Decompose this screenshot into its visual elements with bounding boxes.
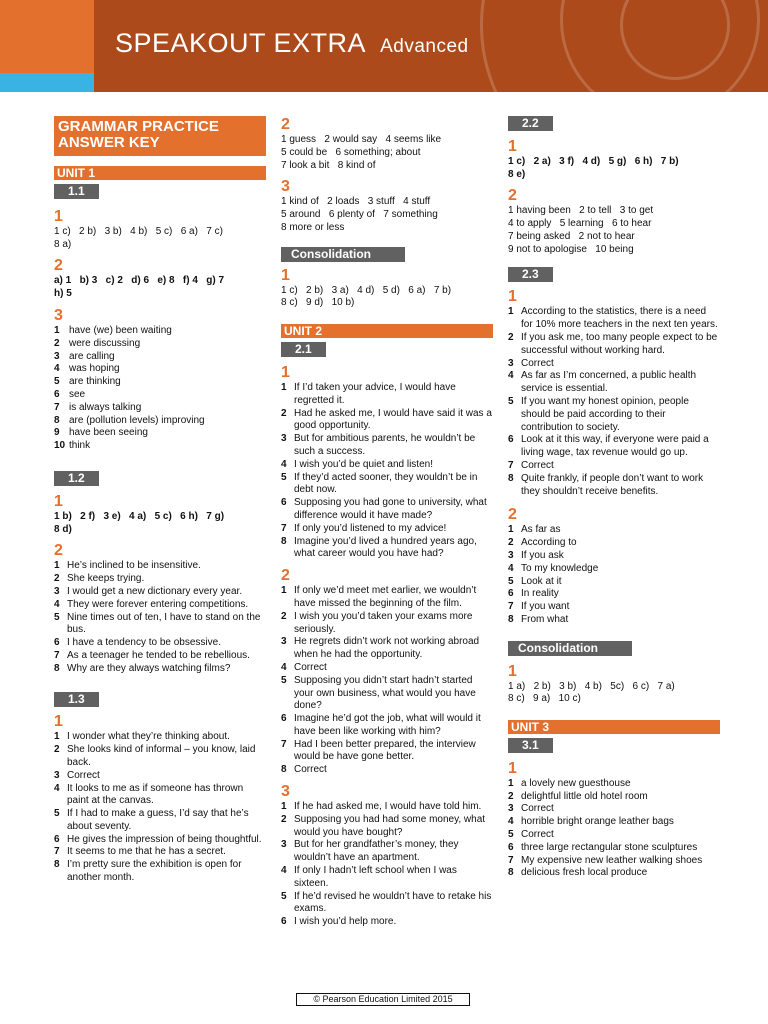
item-text: delightful little old hotel room bbox=[521, 790, 648, 802]
item-number: 7 bbox=[54, 401, 60, 413]
item-number: 8 bbox=[508, 613, 514, 625]
section-1-2-heading: 1.2 bbox=[54, 471, 99, 486]
exercise-number: 1 bbox=[281, 363, 290, 381]
item-text: If he had asked me, I would have told him. bbox=[294, 801, 482, 813]
list-item bbox=[54, 770, 266, 783]
item-text: is always talking bbox=[69, 401, 142, 413]
list-item bbox=[281, 497, 493, 523]
header-subtitle: Advanced bbox=[380, 36, 469, 57]
unit-1-heading: UNIT 1 bbox=[54, 166, 266, 180]
item-number: 6 bbox=[281, 916, 287, 928]
exercise-number: 1 bbox=[508, 662, 517, 680]
list-item bbox=[54, 573, 266, 586]
item-number: 4 bbox=[281, 458, 287, 470]
item-number: 5 bbox=[281, 890, 287, 902]
item-number: 6 bbox=[281, 497, 287, 509]
item-number: 4 bbox=[54, 598, 60, 610]
item-number: 7 bbox=[281, 522, 287, 534]
list-item bbox=[54, 560, 266, 573]
section-1-3-heading: 1.3 bbox=[54, 692, 99, 707]
unit-2-heading: UNIT 2 bbox=[281, 324, 493, 338]
section-3-1-heading: 3.1 bbox=[508, 738, 553, 753]
exercise-number: 1 bbox=[508, 759, 517, 777]
list-item bbox=[281, 675, 493, 713]
list-item bbox=[508, 460, 720, 473]
item-text: If you ask me, too many people expect to be successful without working hard. bbox=[521, 331, 718, 356]
item-text: He gives the impression of being thoughtful. bbox=[67, 833, 262, 845]
answer-line: 5 could be 6 something; about bbox=[281, 146, 421, 158]
answer-line: 1 kind of 2 loads 3 stuff 4 stuff bbox=[281, 196, 431, 208]
list-item bbox=[281, 891, 493, 917]
list-item bbox=[54, 427, 266, 440]
list-item bbox=[281, 636, 493, 662]
item-text: To my knowledge bbox=[521, 562, 599, 574]
item-text: If only you’d listened to my advice! bbox=[294, 522, 447, 534]
item-text: It looks to me as if someone has thrown paint at the canvas. bbox=[67, 782, 244, 807]
exercise-number: 1 bbox=[54, 492, 63, 510]
item-number: 7 bbox=[54, 649, 60, 661]
list-item bbox=[281, 433, 493, 459]
item-text: He regrets didn’t work not working abroad when he had the opportunity. bbox=[294, 636, 480, 661]
list-item bbox=[54, 389, 266, 402]
item-text: It seems to me that he has a secret. bbox=[67, 846, 226, 858]
item-number: 5 bbox=[54, 808, 60, 820]
item-text: If you want bbox=[521, 601, 570, 613]
item-number: 3 bbox=[54, 585, 60, 597]
item-text: She keeps trying. bbox=[67, 573, 145, 585]
page-header bbox=[0, 0, 768, 92]
item-number: 7 bbox=[54, 846, 60, 858]
list-item bbox=[508, 434, 720, 460]
item-text: If you ask bbox=[521, 549, 564, 561]
list-item bbox=[54, 402, 266, 415]
item-number: 6 bbox=[54, 833, 60, 845]
item-number: 1 bbox=[281, 801, 287, 813]
item-number: 2 bbox=[508, 790, 514, 802]
list-item bbox=[281, 523, 493, 536]
list-item bbox=[281, 839, 493, 865]
item-number: 1 bbox=[54, 560, 60, 572]
column-3 bbox=[508, 116, 720, 880]
item-number: 3 bbox=[508, 357, 514, 369]
answer-line: 7 look a bit 8 kind of bbox=[281, 159, 376, 171]
list-item bbox=[508, 778, 720, 791]
answer-line: 1 guess 2 would say 4 seems like bbox=[281, 134, 442, 145]
column-2 bbox=[281, 116, 493, 929]
item-text: Correct bbox=[521, 829, 554, 841]
list-item bbox=[508, 601, 720, 614]
answer-line: 1 b) 2 f) 3 e) 4 a) 5 c) 6 h) 7 g) bbox=[54, 510, 225, 522]
item-text: a lovely new guesthouse bbox=[521, 777, 631, 789]
answer-list bbox=[281, 585, 493, 777]
item-number: 2 bbox=[281, 407, 287, 419]
header-blue-strip bbox=[0, 73, 94, 92]
item-text: As a teenager he tended to be rebellious. bbox=[67, 649, 250, 661]
exercise-number: 1 bbox=[281, 266, 290, 284]
item-number: 2 bbox=[54, 573, 60, 585]
item-text: Look at it bbox=[521, 575, 562, 587]
item-number: 4 bbox=[508, 370, 514, 382]
item-number: 8 bbox=[508, 867, 514, 879]
item-number: 8 bbox=[281, 764, 287, 776]
answer-line: 5 around 6 plenty of 7 something bbox=[281, 209, 438, 221]
copyright-footer: © Pearson Education Limited 2015 bbox=[296, 993, 470, 1006]
item-text: are thinking bbox=[69, 376, 121, 388]
answer-list bbox=[54, 731, 266, 885]
answer-line: a) 1 b) 3 c) 2 d) 6 e) 8 f) 4 g) 7 bbox=[54, 275, 225, 287]
item-text: According to bbox=[521, 537, 577, 549]
item-text: see bbox=[69, 388, 86, 400]
list-item bbox=[54, 637, 266, 650]
list-item bbox=[54, 599, 266, 612]
exercise-number: 1 bbox=[54, 713, 63, 731]
list-item bbox=[508, 563, 720, 576]
list-item bbox=[54, 846, 266, 859]
item-number: 2 bbox=[508, 537, 514, 549]
section-2-3-heading: 2.3 bbox=[508, 267, 553, 282]
item-text: have (we) been waiting bbox=[69, 324, 172, 336]
item-number: 5 bbox=[54, 376, 60, 388]
item-text: Had I been better prepared, the interview would be have gone better. bbox=[294, 738, 476, 763]
item-number: 3 bbox=[281, 433, 287, 445]
item-text: In reality bbox=[521, 588, 559, 600]
list-item bbox=[281, 536, 493, 562]
item-text: I wish you’d help more. bbox=[294, 916, 397, 928]
list-item bbox=[281, 916, 493, 929]
item-number: 10 bbox=[54, 440, 66, 452]
list-item bbox=[281, 408, 493, 434]
item-number: 6 bbox=[54, 637, 60, 649]
answer-list bbox=[281, 801, 493, 929]
item-text: Had he asked me, I would have said it was a good opportunity. bbox=[294, 407, 492, 432]
item-number: 4 bbox=[281, 865, 287, 877]
header-title: SPEAKOUT EXTRA Advanced bbox=[115, 28, 469, 58]
item-text: If they’d acted sooner, they wouldn’t be in debt now. bbox=[294, 471, 478, 496]
item-text: Correct bbox=[294, 764, 327, 776]
item-number: 5 bbox=[54, 611, 60, 623]
item-text: horrible bright orange leather bags bbox=[521, 816, 674, 828]
item-text: Correct bbox=[521, 803, 554, 815]
item-number: 8 bbox=[281, 535, 287, 547]
answer-list bbox=[508, 778, 720, 880]
item-text: Correct bbox=[294, 661, 327, 673]
item-number: 5 bbox=[281, 674, 287, 686]
item-text: If I’d taken your advice, I would have regretted it. bbox=[294, 381, 456, 406]
header-orange-block bbox=[0, 0, 94, 73]
list-item bbox=[54, 325, 266, 338]
exercise-number: 3 bbox=[281, 178, 290, 196]
list-item bbox=[508, 829, 720, 842]
item-number: 3 bbox=[54, 769, 60, 781]
item-text: Imagine he’d got the job, what will would it have been like working with him? bbox=[294, 713, 481, 737]
list-item bbox=[54, 783, 266, 809]
item-text: are (pollution levels) improving bbox=[69, 414, 205, 426]
section-1-1-heading: 1.1 bbox=[54, 184, 99, 199]
item-number: 5 bbox=[281, 471, 287, 483]
item-number: 6 bbox=[281, 713, 287, 725]
list-item bbox=[54, 612, 266, 638]
item-number: 2 bbox=[54, 337, 60, 349]
answer-line: 7 being asked 2 not to hear bbox=[508, 230, 635, 242]
item-text: Correct bbox=[67, 769, 100, 781]
list-item bbox=[508, 524, 720, 537]
item-text: Imagine you’d lived a hundred years ago, what career would you have had? bbox=[294, 535, 477, 560]
item-number: 6 bbox=[508, 841, 514, 853]
item-number: 2 bbox=[54, 744, 60, 756]
item-number: 7 bbox=[508, 601, 514, 613]
item-text: I wonder what they’re thinking about. bbox=[67, 731, 230, 743]
answer-line: 1 c) 2 a) 3 f) 4 d) 5 g) 6 h) 7 b) bbox=[508, 155, 679, 167]
list-item bbox=[54, 650, 266, 663]
item-text: were discussing bbox=[69, 337, 141, 349]
list-item bbox=[508, 396, 720, 434]
list-item bbox=[508, 306, 720, 332]
list-item bbox=[281, 382, 493, 408]
item-text: But for ambitious parents, he wouldn’t be such a success. bbox=[294, 433, 476, 457]
answer-line: 1 c) 2 b) 3 b) 4 b) 5 c) 6 a) 7 c) bbox=[54, 225, 223, 237]
item-text: I wish you you’d taken your exams more seriously. bbox=[294, 610, 473, 635]
list-item bbox=[281, 801, 493, 814]
list-item bbox=[54, 731, 266, 744]
item-text: I have a tendency to be obsessive. bbox=[67, 637, 221, 649]
list-item bbox=[54, 808, 266, 834]
list-item bbox=[508, 588, 720, 601]
item-text: As far as bbox=[521, 524, 561, 536]
answer-line: 1 having been 2 to tell 3 to get bbox=[508, 205, 654, 217]
item-text: think bbox=[69, 440, 91, 452]
item-text: Correct bbox=[521, 357, 554, 369]
list-item bbox=[54, 586, 266, 599]
item-number: 2 bbox=[281, 610, 287, 622]
list-item bbox=[508, 576, 720, 589]
list-item bbox=[281, 611, 493, 637]
list-item bbox=[281, 459, 493, 472]
list-item bbox=[508, 803, 720, 816]
answer-list bbox=[54, 560, 266, 675]
answer-line: 8 c) 9 d) 10 b) bbox=[281, 297, 355, 309]
exercise-number: 2 bbox=[54, 257, 63, 275]
item-text: As far as I’m concerned, a public health service is essential. bbox=[521, 370, 697, 395]
item-text: Supposing you had had some money, what would you have bought? bbox=[294, 813, 486, 838]
list-item bbox=[54, 415, 266, 428]
exercise-number: 2 bbox=[508, 506, 517, 524]
item-number: 5 bbox=[508, 829, 514, 841]
item-number: 4 bbox=[54, 782, 60, 794]
answer-line: 8 e) bbox=[508, 168, 526, 180]
item-text: Supposing you had gone to university, what difference would it have made? bbox=[294, 497, 487, 521]
item-number: 5 bbox=[508, 575, 514, 587]
list-item bbox=[54, 663, 266, 676]
list-item bbox=[281, 764, 493, 777]
answer-line: 1 c) 2 b) 3 a) 4 d) 5 d) 6 a) 7 b) bbox=[281, 284, 452, 296]
consolidation-heading: Consolidation bbox=[281, 247, 405, 262]
item-number: 4 bbox=[54, 363, 60, 375]
list-item bbox=[54, 744, 266, 770]
item-number: 3 bbox=[281, 636, 287, 648]
list-item bbox=[54, 440, 266, 453]
exercise-number: 2 bbox=[281, 116, 290, 133]
list-item bbox=[508, 537, 720, 550]
exercise-number: 1 bbox=[508, 137, 517, 155]
item-number: 7 bbox=[508, 459, 514, 471]
answer-list bbox=[281, 382, 493, 561]
section-2-1-heading: 2.1 bbox=[281, 342, 326, 357]
item-text: are calling bbox=[69, 350, 115, 362]
answer-line: h) 5 bbox=[54, 288, 72, 300]
list-item bbox=[508, 358, 720, 371]
item-number: 9 bbox=[54, 427, 60, 439]
item-number: 1 bbox=[281, 585, 287, 597]
list-item bbox=[281, 585, 493, 611]
list-item bbox=[508, 614, 720, 627]
item-number: 1 bbox=[281, 381, 287, 393]
item-text: But for her grandfather’s money, they wouldn’t have an apartment. bbox=[294, 839, 459, 864]
answer-line: 8 a) bbox=[54, 238, 72, 250]
item-number: 8 bbox=[508, 472, 514, 484]
exercise-number: 2 bbox=[54, 542, 63, 560]
answer-line: 8 c) 9 a) 10 c) bbox=[508, 693, 581, 705]
consolidation-heading: Consolidation bbox=[508, 641, 632, 656]
item-text: According to the statistics, there is a need for 10% more teachers in the next ten years. bbox=[521, 306, 718, 331]
item-number: 4 bbox=[508, 816, 514, 828]
answer-line: 1 a) 2 b) 3 b) 4 b) 5c) 6 c) 7 a) bbox=[508, 680, 675, 692]
item-text: was hoping bbox=[69, 363, 120, 375]
list-item bbox=[281, 814, 493, 840]
item-number: 8 bbox=[54, 662, 60, 674]
answer-line: 9 not to apologise 10 being bbox=[508, 243, 634, 255]
answer-list bbox=[508, 306, 720, 498]
item-text: three large rectangular stone sculptures bbox=[521, 841, 698, 853]
item-text: Quite frankly, if people don’t want to work they shouldn’t receive benefits. bbox=[521, 472, 704, 497]
list-item bbox=[508, 550, 720, 563]
item-text: If you want my honest opinion, people should be paid according to their contribution to society. bbox=[521, 395, 689, 433]
exercise-number: 1 bbox=[508, 288, 517, 306]
item-text: If he’d revised he wouldn’t have to retake his exams. bbox=[294, 890, 492, 915]
item-text: Why are they always watching films? bbox=[67, 662, 231, 674]
item-text: From what bbox=[521, 613, 569, 625]
item-number: 6 bbox=[508, 434, 514, 446]
list-item bbox=[508, 816, 720, 829]
item-number: 3 bbox=[281, 839, 287, 851]
item-number: 2 bbox=[508, 331, 514, 343]
answer-line: 8 d) bbox=[54, 523, 72, 535]
answer-list bbox=[54, 325, 266, 453]
answer-line: 4 to apply 5 learning 6 to hear bbox=[508, 218, 652, 230]
item-text: I’m pretty sure the exhibition is open for another month. bbox=[67, 859, 242, 884]
item-text: Correct bbox=[521, 459, 554, 471]
item-number: 3 bbox=[54, 350, 60, 362]
item-number: 5 bbox=[508, 395, 514, 407]
list-item bbox=[54, 834, 266, 847]
item-number: 1 bbox=[508, 777, 514, 789]
item-text: If only I hadn’t left school when I was sixteen. bbox=[294, 865, 457, 889]
exercise-number: 1 bbox=[54, 207, 63, 225]
item-text: If only we’d meet met earlier, we wouldn’t have missed the beginning of the film. bbox=[294, 585, 477, 609]
answer-list bbox=[508, 524, 720, 626]
item-number: 7 bbox=[281, 738, 287, 750]
item-text: He’s inclined to be insensitive. bbox=[67, 560, 201, 572]
exercise-number: 2 bbox=[508, 187, 517, 205]
column-1 bbox=[54, 116, 266, 885]
list-item bbox=[281, 472, 493, 498]
unit-3-heading: UNIT 3 bbox=[508, 720, 720, 734]
list-item bbox=[508, 855, 720, 868]
item-text: She looks kind of informal – you know, laid back. bbox=[67, 744, 256, 768]
list-item bbox=[281, 713, 493, 739]
item-number: 3 bbox=[508, 803, 514, 815]
item-number: 6 bbox=[508, 588, 514, 600]
list-item bbox=[508, 473, 720, 499]
list-item bbox=[54, 363, 266, 376]
list-item bbox=[54, 351, 266, 364]
list-item bbox=[508, 332, 720, 358]
item-number: 4 bbox=[281, 661, 287, 673]
list-item bbox=[508, 842, 720, 855]
item-text: Supposing you didn’t start hadn’t started your own business, what would you have done? bbox=[294, 674, 476, 712]
item-number: 4 bbox=[508, 562, 514, 574]
item-number: 8 bbox=[54, 859, 60, 871]
list-item bbox=[508, 791, 720, 804]
item-number: 2 bbox=[281, 813, 287, 825]
item-text: Look at it this way, if everyone were paid a living wage, tax revenue would go up. bbox=[521, 434, 709, 459]
item-number: 1 bbox=[508, 524, 514, 536]
item-number: 1 bbox=[508, 306, 514, 318]
item-number: 6 bbox=[54, 388, 60, 400]
list-item bbox=[54, 376, 266, 389]
item-text: They were forever entering competitions. bbox=[67, 598, 249, 610]
item-number: 1 bbox=[54, 324, 60, 336]
list-item bbox=[281, 865, 493, 891]
answer-line: 8 more or less bbox=[281, 221, 345, 233]
list-item bbox=[54, 859, 266, 885]
list-item bbox=[281, 662, 493, 675]
list-item bbox=[54, 338, 266, 351]
list-item bbox=[281, 739, 493, 765]
item-number: 8 bbox=[54, 414, 60, 426]
item-text: If I had to make a guess, I’d say that he’s about seventy. bbox=[67, 808, 249, 832]
item-text: have been seeing bbox=[69, 427, 148, 439]
exercise-number: 3 bbox=[54, 306, 63, 324]
item-text: Nine times out of ten, I have to stand on the bus. bbox=[67, 611, 261, 636]
answer-key-title: GRAMMAR PRACTICE ANSWER KEY bbox=[54, 116, 266, 156]
list-item bbox=[508, 867, 720, 880]
item-number: 3 bbox=[508, 549, 514, 561]
exercise-number: 3 bbox=[281, 783, 290, 801]
exercise-number: 2 bbox=[281, 567, 290, 585]
item-number: 1 bbox=[54, 731, 60, 743]
item-number: 7 bbox=[508, 854, 514, 866]
item-text: delicious fresh local produce bbox=[521, 867, 648, 879]
item-text: I wish you’d be quiet and listen! bbox=[294, 458, 433, 470]
item-text: My expensive new leather walking shoes bbox=[521, 854, 703, 866]
item-text: I would get a new dictionary every year. bbox=[67, 585, 243, 597]
section-2-2-heading: 2.2 bbox=[508, 116, 553, 131]
list-item bbox=[508, 370, 720, 396]
